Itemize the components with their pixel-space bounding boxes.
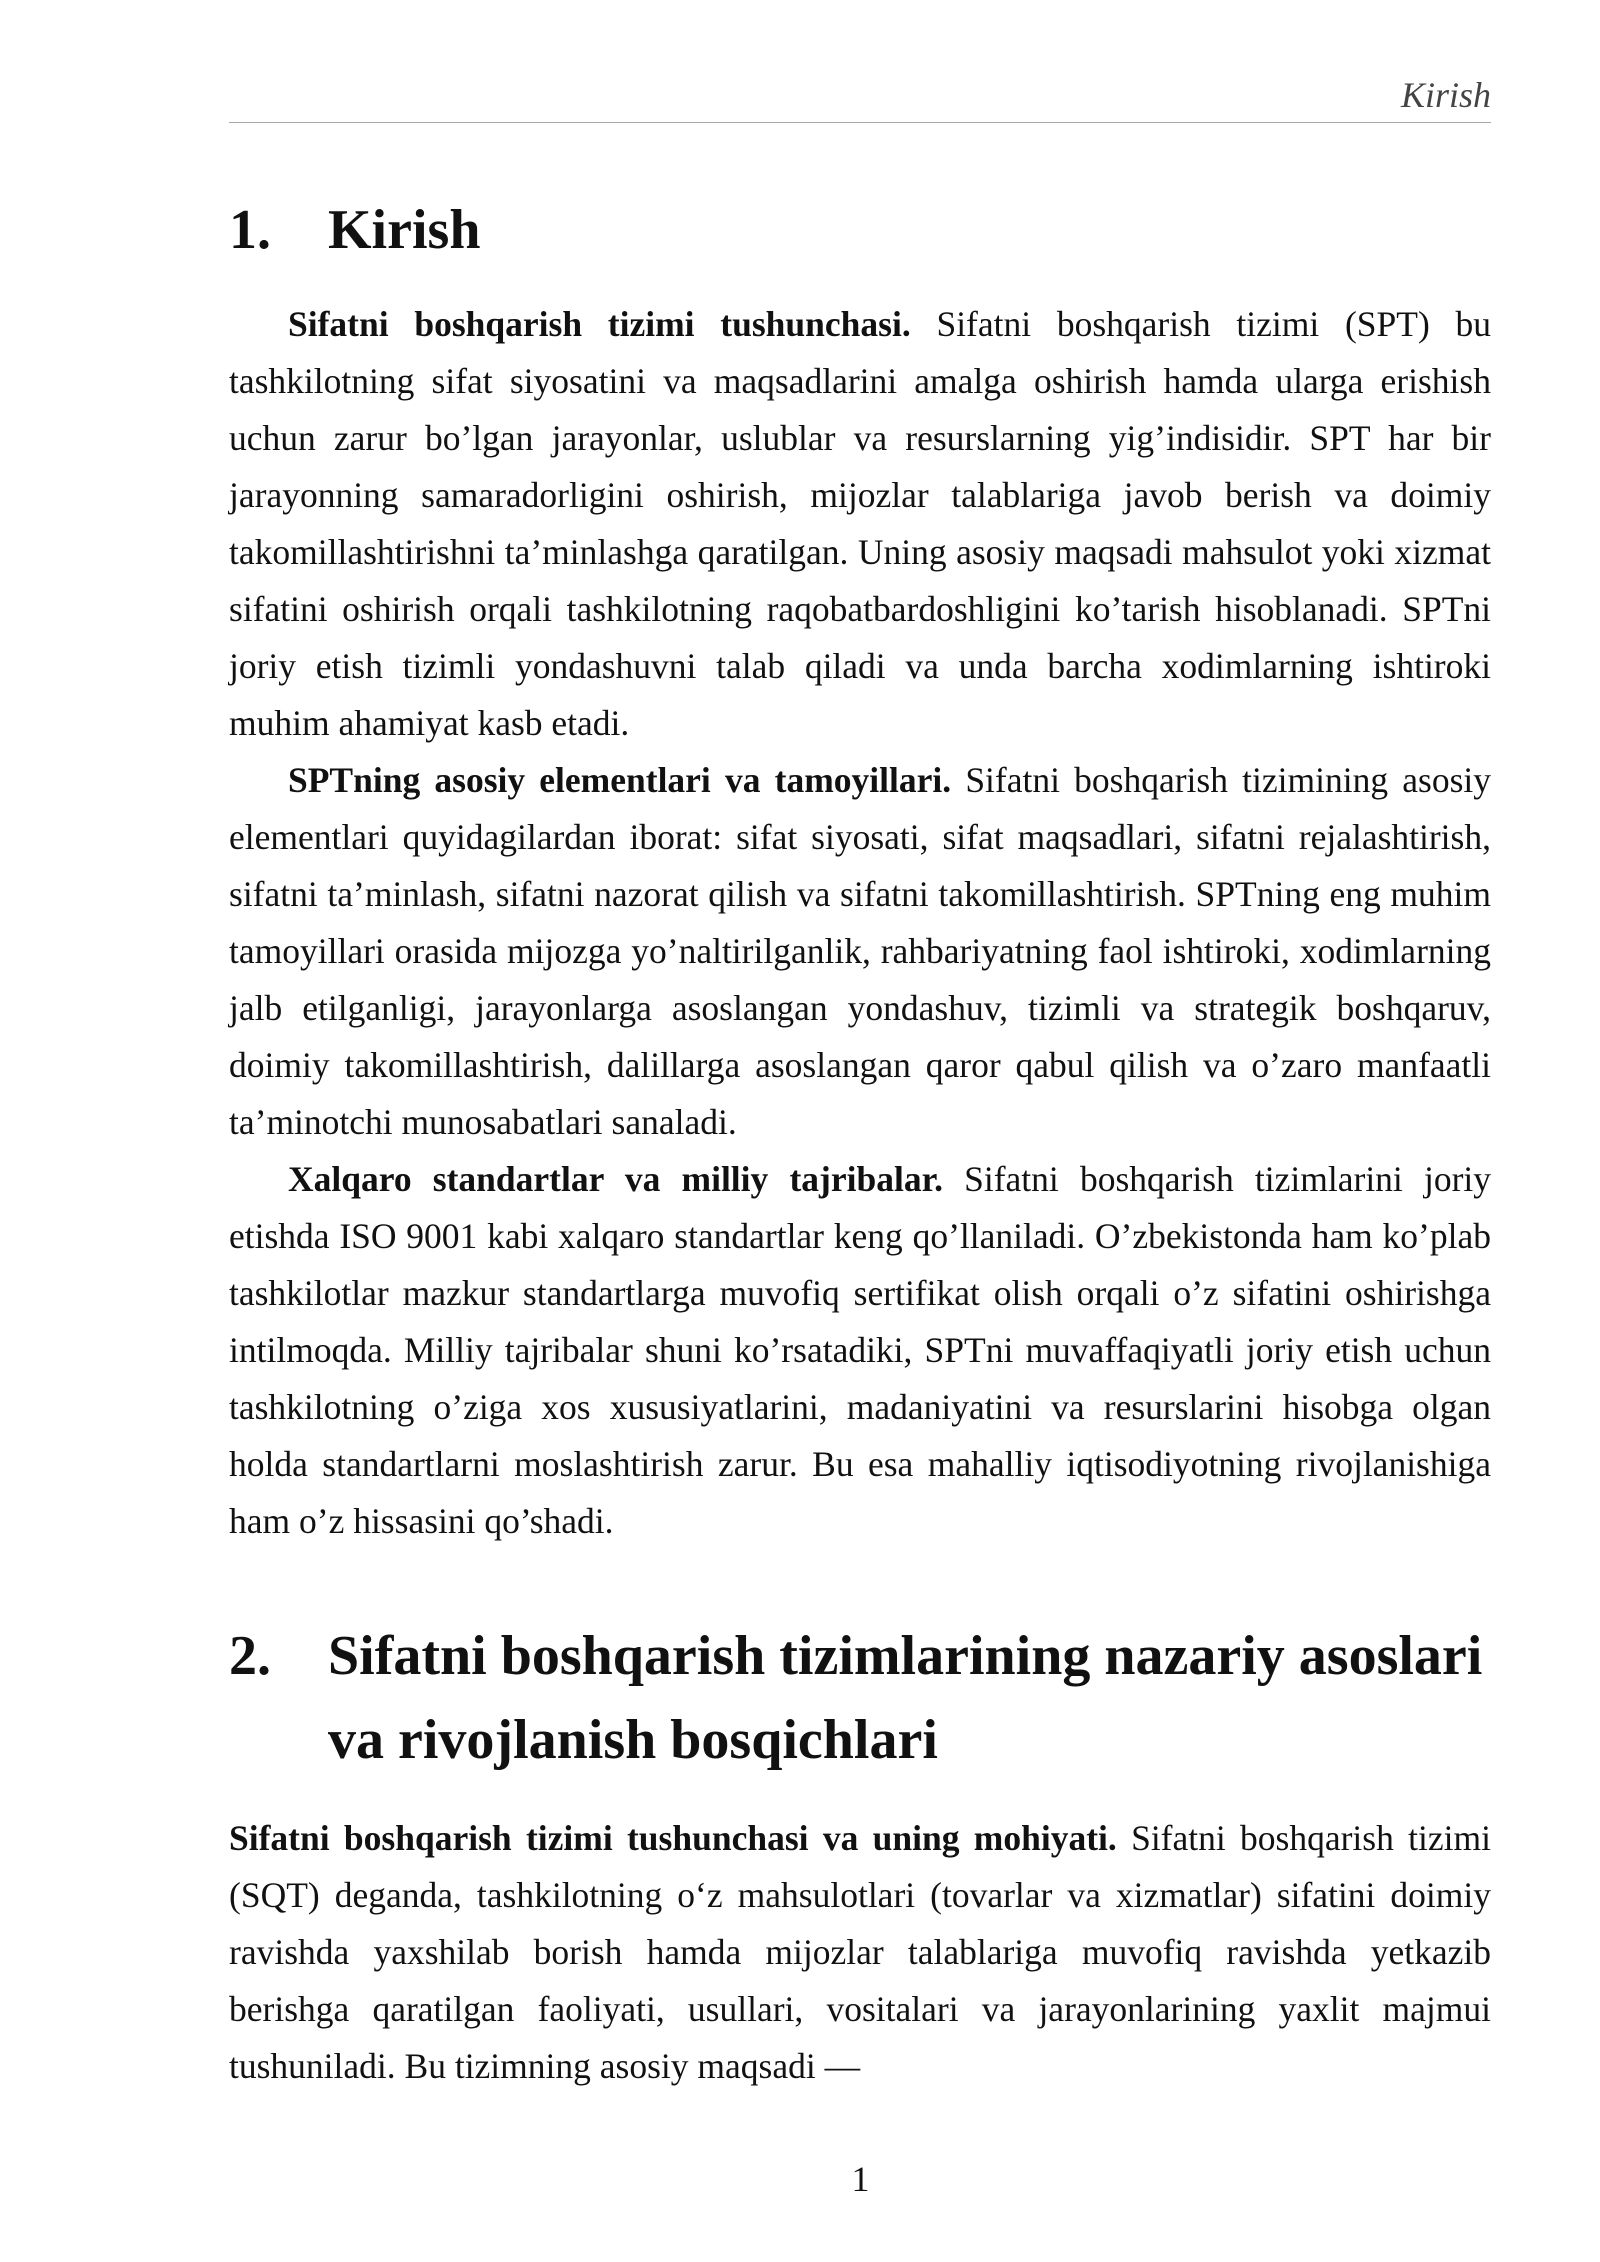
paragraph-body: Sifatni boshqarish tizimining asosiy elementlari quyidagilardan iborat: sifat siyosati, sifat maqsadlari, sifatni rejalashtirish, sifatni ta’minlash, sifatni nazorat qilish va sifatni takomillashtirish. SPTning eng muhim tamoyillari orasida mijozga yo’naltirilganlik, rahbariyatning faol ishtiroki, xodimlarning jalb etilganligi, jarayonlarga asoslangan yondashuv, tizimli va strategik boshqaruv, doimiy takomillashtirish, dalillarga asoslangan qaror qabul qilish va o’zaro manfaatli ta’minotchi munosabatlari sanaladi. xyxy=(229,760,1492,1142)
paragraph-body: Sifatni boshqarish tizimi (SPT) bu tashkilotning sifat siyosatini va maqsadlarini amalga oshirish hamda ularga erishish uchun zarur bo’lgan jarayonlar, uslublar va resurslarning yig’indisidir. SPT har bir jarayonning samaradorligini oshirish, mijozlar talablariga javob berish va doimiy takomillashtirishni ta’minlashga qaratilgan. Uning asosiy maqsadi mahsulot yoki xizmat sifatini oshirish orqali tashkilotning raqobatbardoshligini ko’tarish hisoblanadi. SPTni joriy etish tizimli yondashuvni talab qiladi va unda barcha xodimlarning ishtiroki muhim ahamiyat kasb etadi. xyxy=(229,304,1492,743)
paragraph-spt-concept xyxy=(229,296,1491,752)
paragraph-body: Sifatni boshqarish tizimlarini joriy etishda ISO 9001 kabi xalqaro standartlar keng qo’llaniladi. O’zbekistonda ham ko’plab tashkilotlar mazkur standartlarga muvofiq sertifikat olish orqali o’z sifatini oshirishga intilmoqda. Milliy tajribalar shuni ko’rsatadiki, SPTni muvaffaqiyatli joriy etish uchun tashkilotning o’ziga xos xususiyatlarini, madaniyatini va resurslarini hisobga olgan holda standartlarni moslashtirish zarur. Bu esa mahalliy iqtisodiyotning rivojlanishiga ham o’z hissasini qo’shadi. xyxy=(229,1159,1492,1541)
running-header-title: Kirish xyxy=(1400,75,1491,115)
paragraph-international-standards xyxy=(229,1151,1491,1550)
section-2-heading xyxy=(229,1614,1491,1782)
section-1-title: Kirish xyxy=(328,199,481,261)
running-header xyxy=(229,70,1491,123)
paragraph-lead: Sifatni boshqarish tizimi tushunchasi. xyxy=(288,304,911,344)
paragraph-lead: SPTning asosiy elementlari va tamoyillari. xyxy=(288,760,952,800)
paragraph-lead: Xalqaro standartlar va milliy tajribalar. xyxy=(288,1159,943,1199)
paragraph-lead: Sifatni boshqarish tizimi tushunchasi va uning mohiyati. xyxy=(229,1818,1117,1858)
page-content xyxy=(229,180,1491,2095)
section-1-heading xyxy=(229,188,1491,272)
section-2-number: 2. xyxy=(229,1625,271,1687)
page-number: 1 xyxy=(851,2159,870,2199)
section-2-title: Sifatni boshqarish tizimlarining nazariy asoslari va rivojlanish bosqichlari xyxy=(328,1625,1483,1771)
paragraph-spt-elements xyxy=(229,752,1491,1151)
paragraph-sqt-concept xyxy=(229,1810,1491,2095)
section-1-number: 1. xyxy=(229,199,271,261)
paragraph-body: Sifatni boshqarish tizimi (SQT) deganda, tashkilotning o‘z mahsulotlari (tovarlar va xizmatlar) sifatini doimiy ravishda yaxshilab borish hamda mijozlar talablariga muvofiq ravishda yetkazib berishga qaratilgan faoliyati, usullari, vositalari va jarayonlarining yaxlit majmui tushuniladi. Bu tizimning asosiy maqsadi — xyxy=(229,1818,1491,2086)
